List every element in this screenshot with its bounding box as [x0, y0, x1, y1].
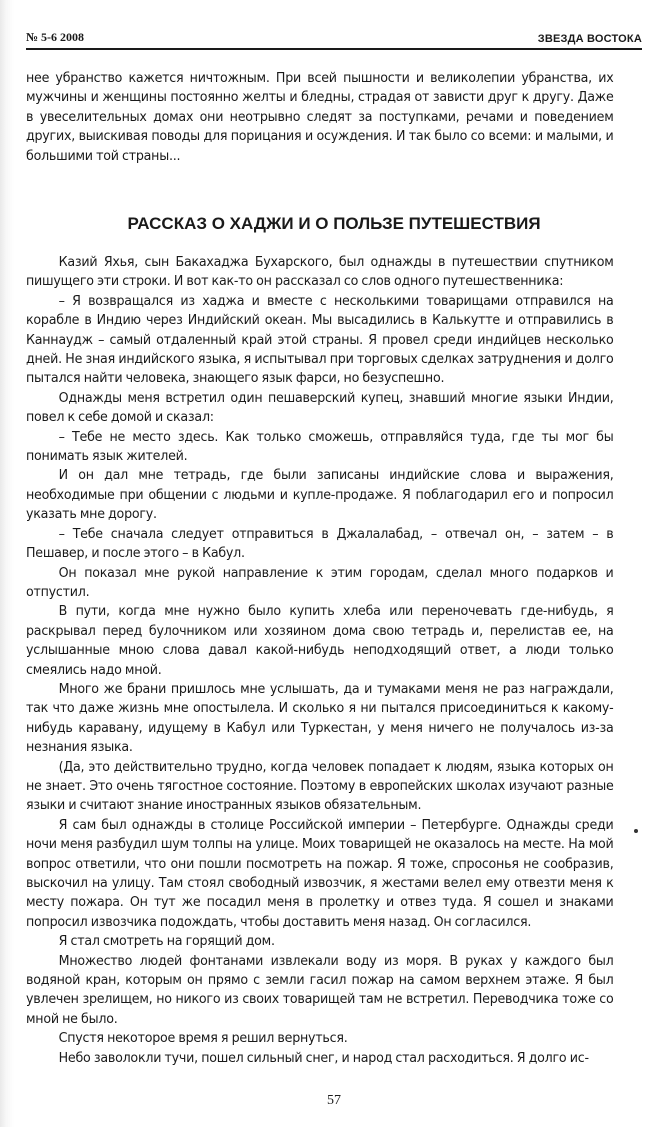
- paragraph: Много же брани пришлось мне услышать, да и тумаками меня не раз награждали, так что даже жизнь мне опостылела. И сколько я ни пытался присоединиться к какому-нибудь каравану, идущему в Кабул или Туркестан, у меня ничего не получалось из-за незнания языка.: [26, 681, 614, 756]
- paragraph: Множество людей фонтанами извлекали воду из моря. В руках у каждого был водяной кран, которым он прямо с земли гасил пожар на самом верхнем этаже. Я был увлечен зрелищем, но никого из своих товарищей там не встретил. Переводчика тоже со мной не было.: [26, 953, 614, 1027]
- story-text: [26, 253, 614, 1068]
- paragraph: В пути, когда мне нужно было купить хлеба или переночевать где-нибудь, я раскрывал перед булочником или хозяином дома свою тетрадь и, перелистав ее, на услышанные мною слова давал какой-нибудь неподходящий ответ, а люди только смеялись надо мной.: [26, 604, 614, 678]
- story-heading: РАССКАЗ О ХАДЖИ И О ПОЛЬЗЕ ПУТЕШЕСТВИЯ: [127, 214, 541, 233]
- page-header: [26, 28, 642, 50]
- paragraph: Я сам был однажды в столице Российской империи – Петербурге. Однажды среди ночи меня разбудил шум толпы на улице. Моих товарищей не оказалось на месте. На мой вопрос ответили, что они пошли посмотреть на пожар. Я тоже, спросонья не сообразив, выскочил на улицу. Там стоял свободный извозчик, я жестами велел ему отвезти меня к месту пожара. Он тут же посадил меня в пролетку и отвез туда. Я сошел и знаками попросил извозчика подождать, чтобы доставить меня назад. Он согласился.: [26, 817, 614, 930]
- paragraph: И он дал мне тетрадь, где были записаны индийские слова и выражения, необходимые при общении с людьми и купле-продаже. Я поблагодарил его и попросил указать мне дорогу.: [26, 468, 614, 523]
- paragraph: Небо заволокли тучи, пошел сильный снег, и народ стал расходиться. Я долго ис-: [58, 1050, 589, 1066]
- paragraph: – Я возвращался из хаджа и вместе с несколькими товарищами отправился на корабле в Индию через Индийский океан. Мы высадились в Калькутте и отправились в Каннаудж – самый отдаленный край этой страны. Я провел среди индийцев несколько дней. Не зная индийского языка, я испытывал при торговых сделках затруднения и долго пытался найти человека, знающего язык фарси, но безуспешно.: [26, 293, 614, 387]
- paragraph: Я стал смотреть на горящий дом.: [58, 934, 275, 950]
- intro-paragraph: нее убранство кажется ничтожным. При всей пышности и великолепии убранства, их мужчины и женщины постоянно желты и бледны, страдая от зависти друг к другу. Даже в увеселительных домах они неотрывно следят за поступками, речами и поведением других, выискивая поводы для порицания и осуждения. И так было со всеми: и малыми, и большими той страны...: [26, 71, 614, 164]
- paragraph: – Тебе сначала следует отправиться в Джалалабад, – отвечал он, – затем – в Пешавер, и после этого – в Кабул.: [26, 526, 614, 562]
- page-number: 57: [327, 1093, 341, 1108]
- intro-text: [26, 69, 614, 166]
- magazine-title: ЗВЕЗДА ВОСТОКА: [537, 33, 642, 45]
- issue-number: № 5-6 2008: [26, 30, 85, 44]
- paragraph: (Да, это действительно трудно, когда человек попадает к людям, языка которых он не знает. Это очень тягостное состояние. Поэтому в европейских школах изучают разные языки и считают знание иностранных языков обязательным.: [26, 759, 614, 814]
- paragraph: – Тебе не место здесь. Как только сможешь, отправляйся туда, где ты мог бы понимать язык жителей.: [26, 429, 614, 465]
- paragraph: Однажды меня встретил один пешаверский купец, знавший многие языки Индии, повел к себе домой и сказал:: [26, 390, 614, 426]
- paragraph: Спустя некоторое время я решил вернуться.: [58, 1031, 348, 1047]
- print-speck: [634, 829, 638, 833]
- paragraph: Он показал мне рукой направление к этим городам, сделал много подарков и отпустил.: [26, 565, 614, 600]
- paragraph: Казий Яхья, сын Бакахаджа Бухарского, был однажды в путешествии спутником пишущего эти строки. И вот как-то он рассказал со слов одного путешественника:: [26, 255, 614, 290]
